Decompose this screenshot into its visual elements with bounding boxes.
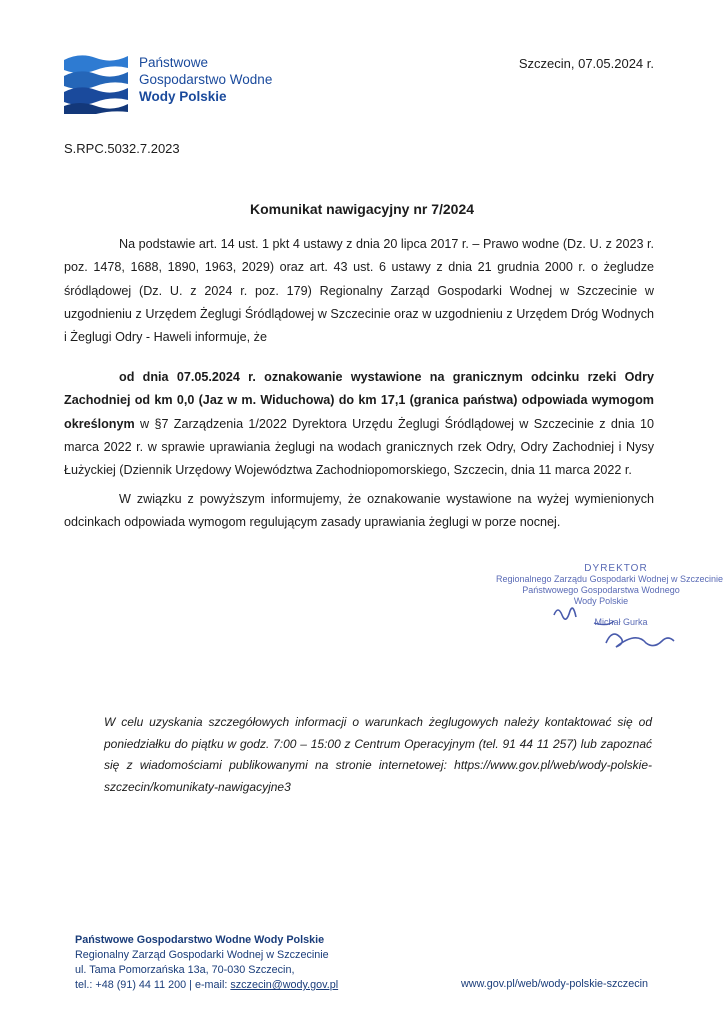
footer-contact-line — [75, 978, 338, 993]
logo-line-1: Państwowe — [139, 55, 209, 70]
waves-logo-icon — [64, 52, 128, 114]
wody-polskie-logo — [64, 50, 284, 116]
logo-line-2: Gospodarstwo Wodne — [139, 72, 273, 87]
stamp-line-4: Wody Polskie — [573, 596, 629, 606]
footer-phone: tel.: +48 (91) 44 11 200 | e-mail: — [75, 979, 231, 991]
document-reference: S.RPC.5032.7.2023 — [64, 141, 180, 156]
footer-org: Państwowe Gospodarstwo Wodne Wody Polskie — [75, 934, 325, 946]
footer-email-link[interactable]: szczecin@wody.gov.pl — [230, 979, 339, 991]
document-date: Szczecin, 07.05.2024 r. — [518, 56, 654, 71]
contact-info-note: W celu uzyskania szczegółowych informacji o warunkach żeglugowych należy kontaktować się od poniedziałku do piątku w godz. 7:00 – 15:00 z Centrum Operacyjnym (tel. 91 44 11 257) lub zapoznać się z wiadomościami publikowanymi na stronie internetowej: https://www.gov.pl/web/wody-polskie-szczecin/komunikaty-nawigacyjne3 — [104, 715, 652, 794]
stamp-line-1: DYREKTOR — [584, 563, 648, 574]
document-title: Komunikat nawigacyjny nr 7/2024 — [249, 201, 475, 217]
stamp-line-5: Michał Gurka — [594, 617, 648, 627]
paragraph-conclusion: W związku z powyższym informujemy, że oznakowanie wystawione na wyżej wymienionych odcinkach odpowiada wymogom regulującym zasady uprawiania żeglugi w porze nocnej. — [64, 492, 654, 530]
paragraph-announcement — [64, 366, 654, 482]
footer-website-link[interactable]: www.gov.pl/web/wody-polskie-szczecin — [460, 978, 648, 990]
director-stamp — [496, 563, 723, 655]
footer-region: Regionalny Zarząd Gospodarki Wodnej w Szczecinie — [75, 949, 329, 961]
announcement-bold-text: od dnia 07.05.2024 r. oznakowanie wystawione na granicznym odcinku rzeki Odry Zachodniej od km 0,0 (Jaz w m. Widuchowa) do km 17,1 (granica państwa) odpowiada wymogom określonym — [64, 370, 654, 431]
paragraph-legal-basis: Na podstawie art. 14 ust. 1 pkt 4 ustawy z dnia 20 lipca 2017 r. – Prawo wodne (Dz. U. z 2023 r. poz. 1478, 1688, 1890, 1963, 2029) oraz art. 43 ust. 6 ustawy z dnia 21 grudnia 2000 r. o żegludze śródlądowej (Dz. U. z 2024 r. poz. 179) Regionalny Zarząd Gospodarki Wodnej w Szczecinie w uzgodnieniu z Urzędem Żeglugi Śródlądowej w Szczecinie oraz w uzgodnieniu z Urzędem Dróg Wodnych i Żeglugi Odry - Haweli informuje, że — [64, 237, 654, 345]
signature-icon — [496, 563, 723, 655]
footer-contact — [75, 933, 338, 993]
stamp-line-2: Regionalnego Zarządu Gospodarki Wodnej w Szczecinie — [496, 574, 723, 584]
footer-address: ul. Tama Pomorzańska 13a, 70-030 Szczecin, — [75, 964, 295, 976]
announcement-rest-text: w §7 Zarządzenia 1/2022 Dyrektora Urzędu Żeglugi Śródlądowej w Szczecinie z dnia 10 marca 2022 r. w sprawie uprawiania żeglugi na wodach granicznych rzek Odry, Odry Zachodniej i Nysy Łużyckiej (Dziennik Urzędowy Województwa Zachodniopomorskiego, Szczecin, dnia 11 marca 2022 r. — [64, 416, 654, 478]
logo-line-3: Wody Polskie — [139, 89, 227, 104]
logo-text — [139, 54, 272, 105]
stamp-line-3: Państwowego Gospodarstwa Wodnego — [522, 585, 680, 595]
